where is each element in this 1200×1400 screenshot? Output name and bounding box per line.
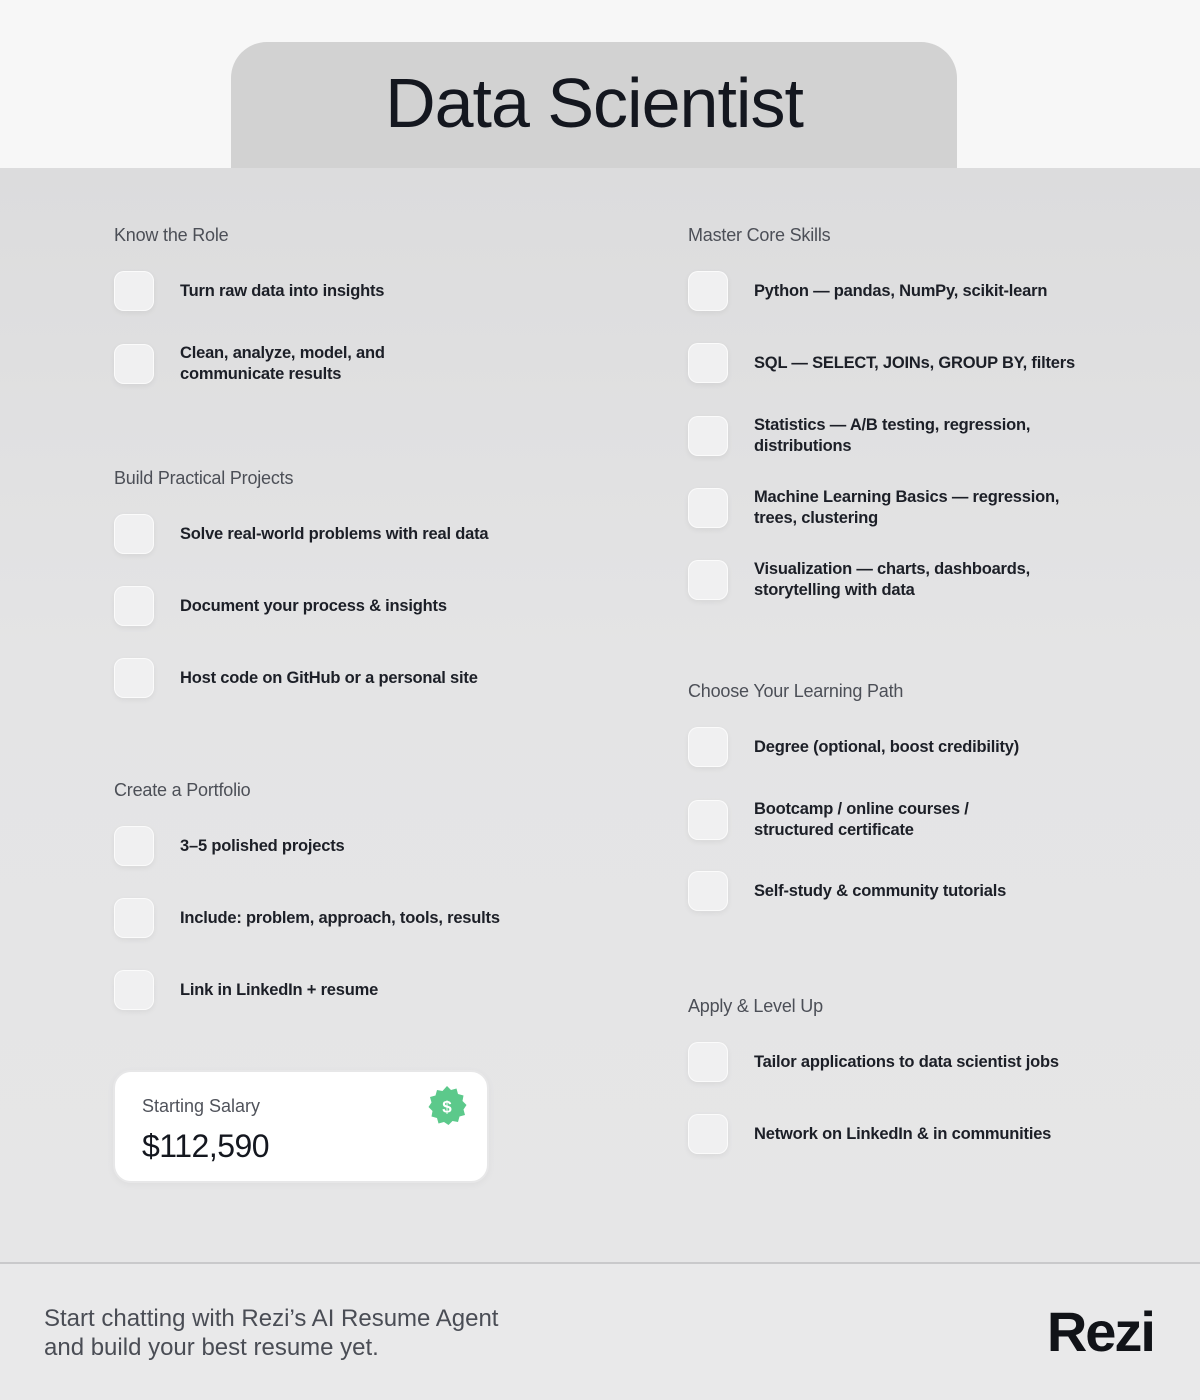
section-title: Choose Your Learning Path xyxy=(688,681,904,701)
checklist-item[interactable] xyxy=(114,658,478,698)
checklist-item[interactable] xyxy=(114,970,378,1010)
checkbox[interactable] xyxy=(114,344,154,384)
item-label: Self-study & community tutorials xyxy=(754,881,1007,900)
section-title: Build Practical Projects xyxy=(114,468,294,488)
section-learning-path xyxy=(688,680,1168,920)
page-title: Data Scientist xyxy=(385,64,803,142)
item-label: Machine Learning Basics — regression, trees, clustering xyxy=(754,488,1060,527)
item-label: Include: problem, approach, tools, results xyxy=(180,908,500,927)
item-label: Document your process & insights xyxy=(180,596,447,615)
salary-card xyxy=(113,1070,489,1183)
checkbox[interactable] xyxy=(114,586,154,626)
checklist-item[interactable] xyxy=(688,799,969,841)
checkbox[interactable] xyxy=(114,970,154,1010)
item-label: Clean, analyze, model, and communicate results xyxy=(180,344,385,383)
item-label: Degree (optional, boost credibility) xyxy=(754,737,1020,756)
checkbox[interactable] xyxy=(114,271,154,311)
item-label: Statistics — A/B testing, regression, distributions xyxy=(754,416,1031,455)
brand-logo[interactable]: Rezi xyxy=(1046,1300,1154,1363)
item-label: Visualization — charts, dashboards, storytelling with data xyxy=(754,560,1031,599)
dollar-badge-icon xyxy=(425,1084,469,1128)
section-title: Create a Portfolio xyxy=(114,780,251,800)
checklist-item[interactable] xyxy=(114,586,447,626)
checkbox[interactable] xyxy=(114,826,154,866)
section-portfolio xyxy=(114,779,594,1019)
checklist-item[interactable] xyxy=(114,271,384,311)
checklist-item[interactable] xyxy=(688,727,1019,767)
checklist-item[interactable] xyxy=(114,898,500,938)
section-title: Master Core Skills xyxy=(688,225,831,245)
checklist-item[interactable] xyxy=(688,1042,1059,1082)
checkbox[interactable] xyxy=(688,416,728,456)
checklist-item[interactable] xyxy=(688,559,1030,601)
item-label: SQL — SELECT, JOINs, GROUP BY, filters xyxy=(754,353,1075,372)
checkbox[interactable] xyxy=(688,271,728,311)
item-label: Network on LinkedIn & in communities xyxy=(754,1124,1052,1143)
salary-value: $112,590 xyxy=(142,1128,270,1164)
item-label: Python — pandas, NumPy, scikit-learn xyxy=(754,281,1048,300)
checkbox[interactable] xyxy=(688,488,728,528)
checkbox[interactable] xyxy=(688,343,728,383)
checklist-item[interactable] xyxy=(688,487,1059,529)
checklist-item[interactable] xyxy=(114,826,345,866)
checklist-item[interactable] xyxy=(688,415,1030,457)
item-label: Link in LinkedIn + resume xyxy=(180,980,379,999)
checklist-item[interactable] xyxy=(688,343,1075,383)
item-label: Tailor applications to data scientist jobs xyxy=(754,1052,1059,1071)
salary-label: Starting Salary xyxy=(142,1096,261,1116)
section-skills xyxy=(688,224,1168,624)
checkbox[interactable] xyxy=(688,1042,728,1082)
item-label: 3–5 polished projects xyxy=(180,836,345,855)
checkbox[interactable] xyxy=(688,871,728,911)
item-label: Bootcamp / online courses / structured certificate xyxy=(754,800,969,839)
section-title: Apply & Level Up xyxy=(688,996,823,1016)
footer-cta-text: Start chatting with Rezi’s AI Resume Agent and build your best resume yet. xyxy=(44,1305,499,1361)
checkbox[interactable] xyxy=(688,560,728,600)
checkbox[interactable] xyxy=(114,658,154,698)
section-know-role xyxy=(114,224,594,424)
item-label: Turn raw data into insights xyxy=(180,281,385,300)
checklist-item[interactable] xyxy=(688,871,1006,911)
checkbox[interactable] xyxy=(688,1114,728,1154)
checklist-item[interactable] xyxy=(114,514,488,554)
dollar-symbol: $ xyxy=(442,1097,452,1117)
checkbox[interactable] xyxy=(688,727,728,767)
section-projects xyxy=(114,467,594,707)
checkbox[interactable] xyxy=(114,514,154,554)
checklist-item[interactable] xyxy=(114,343,385,385)
section-title: Know the Role xyxy=(114,225,229,245)
footer xyxy=(0,1262,1200,1400)
checklist-item[interactable] xyxy=(688,1114,1051,1154)
item-label: Host code on GitHub or a personal site xyxy=(180,668,478,687)
checkbox[interactable] xyxy=(114,898,154,938)
title-tab xyxy=(231,42,957,182)
item-label: Solve real-world problems with real data xyxy=(180,524,489,543)
checklist-item[interactable] xyxy=(688,271,1047,311)
section-apply xyxy=(688,995,1168,1165)
checkbox[interactable] xyxy=(688,800,728,840)
